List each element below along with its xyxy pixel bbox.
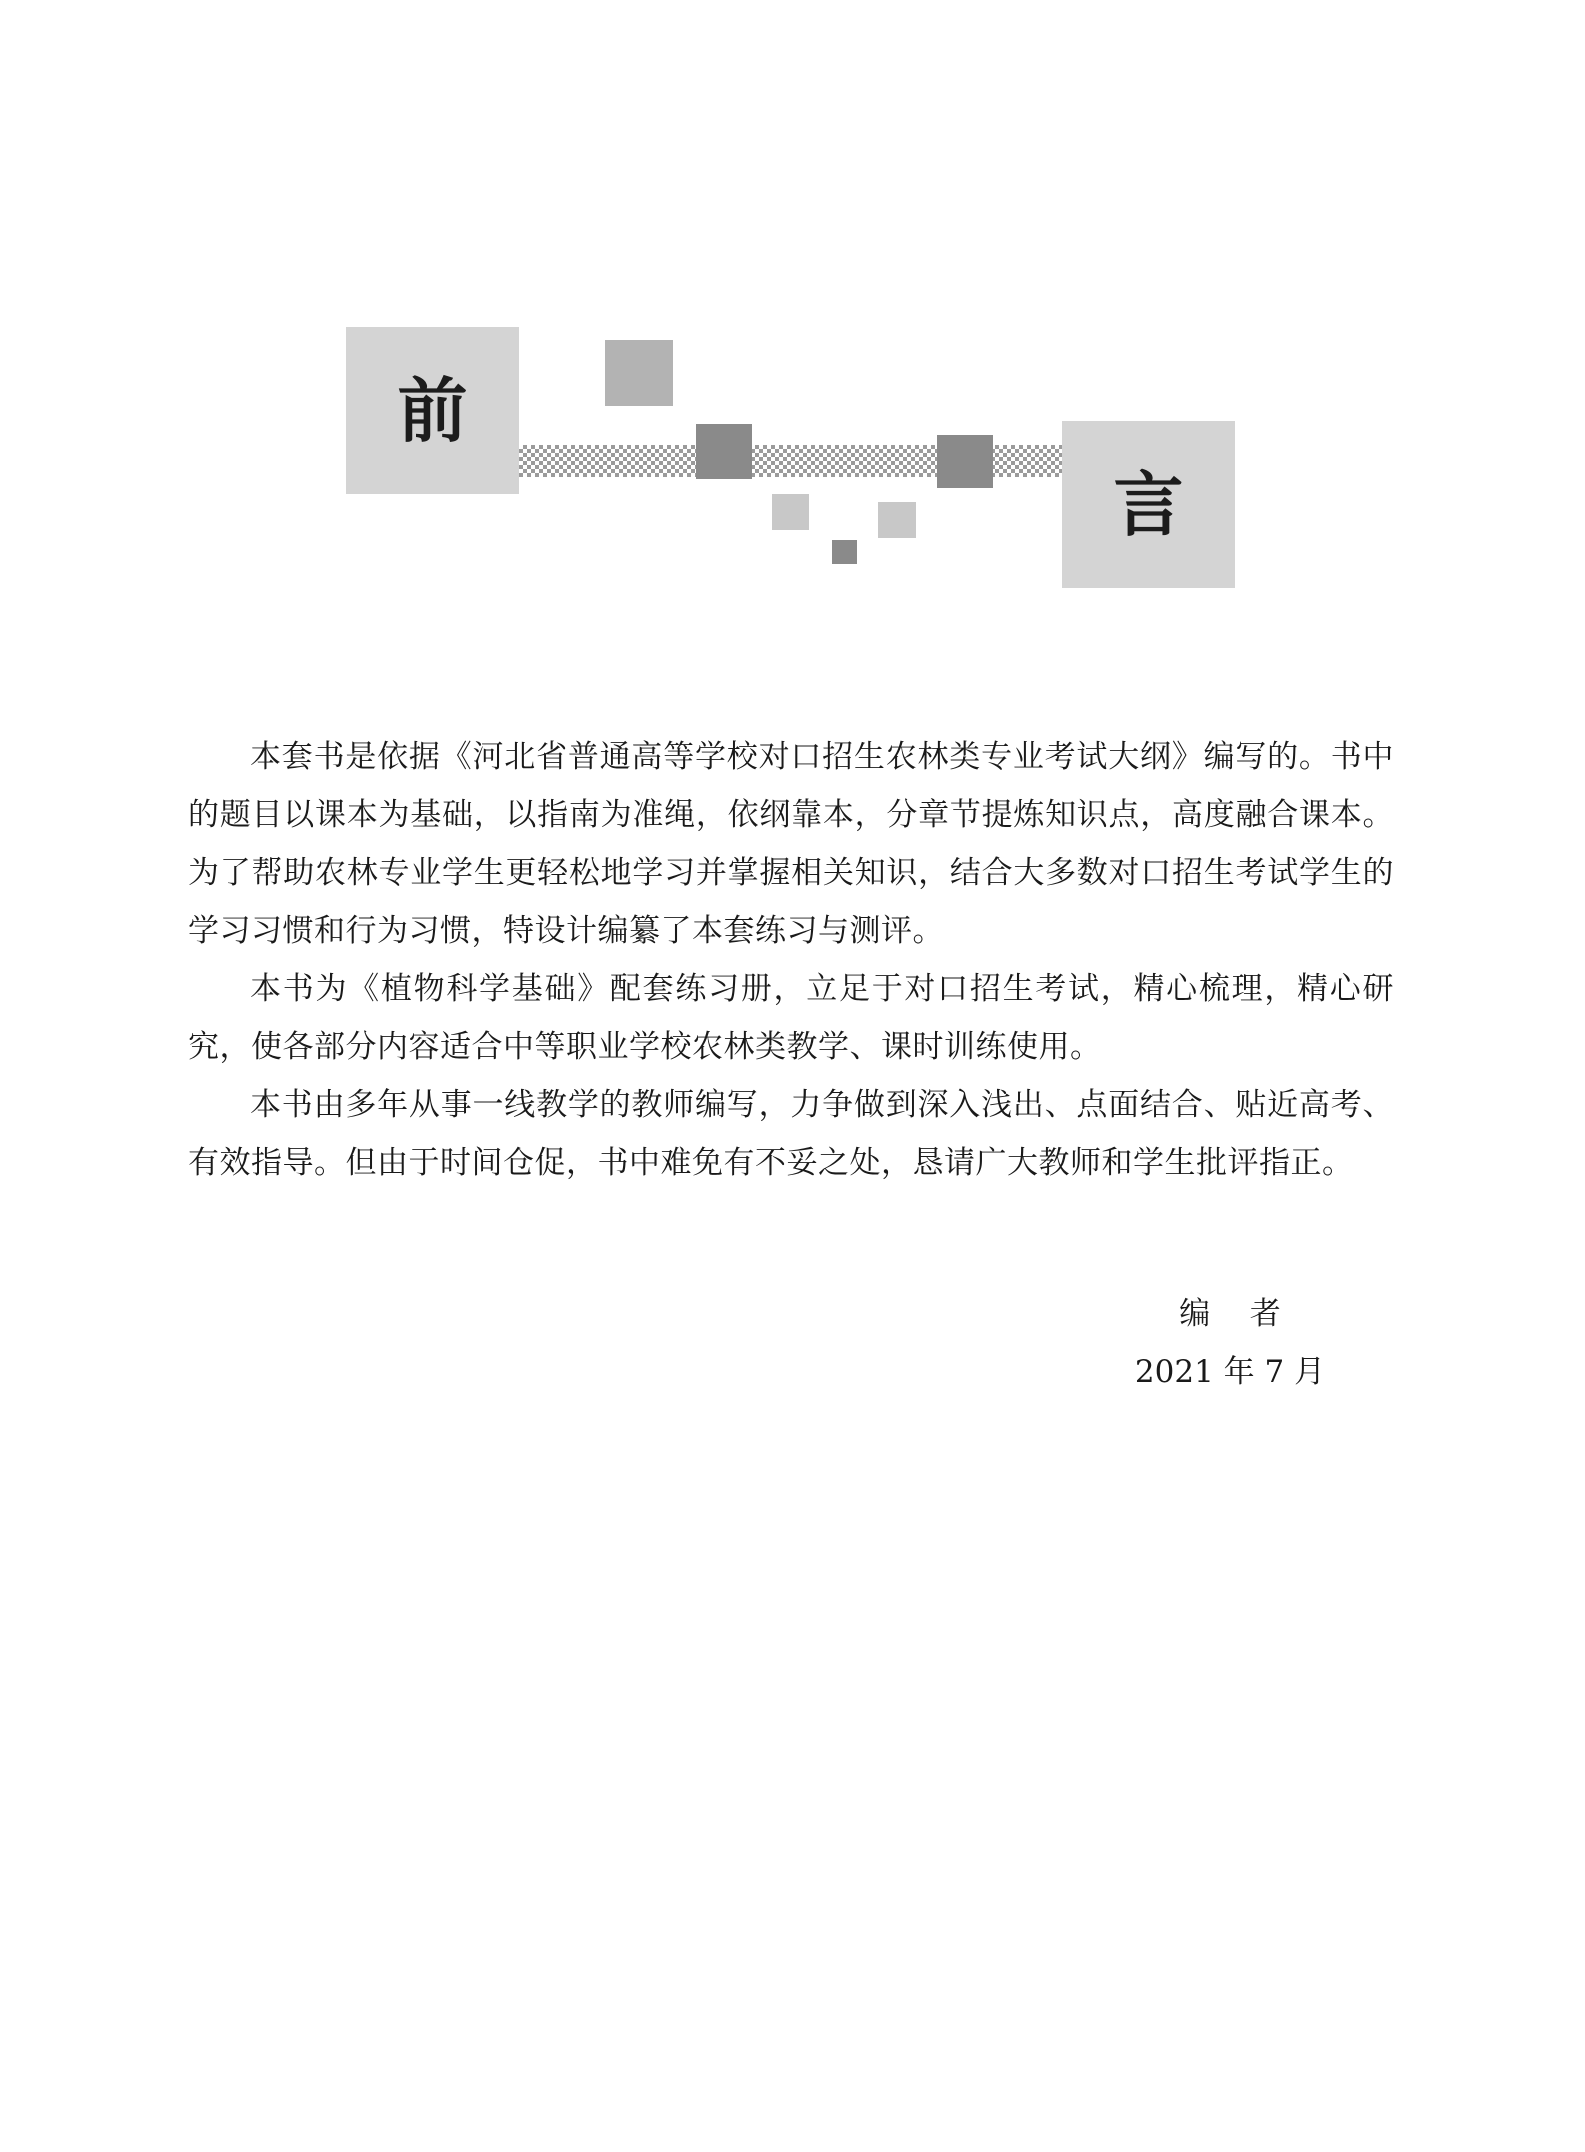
preface-paragraph-1: 本套书是依据《河北省普通高等学校对口招生农林类专业考试大纲》编写的。书中的题目以课本为基础，以指南为准绳，依纲靠本，分章节提炼知识点，高度融合课本。为了帮助农林专业学生更轻松地学习并掌握相关知识，结合大多数对口招生考试学生的学习习惯和行为习惯，特设计编纂了本套练习与测评。 xyxy=(188,739,1394,949)
preface-body xyxy=(188,728,1394,1192)
title-char-yan: 言 xyxy=(1113,463,1184,546)
title-box-right xyxy=(1062,421,1235,588)
signature-author: 编 者 xyxy=(1179,1296,1281,1332)
title-char-qian: 前 xyxy=(397,369,468,452)
preface-paragraph-3: 本书由多年从事一线教学的教师编写，力争做到深入浅出、点面结合、贴近高考、有效指导。但由于时间仓促，书中难免有不妥之处，恳请广大教师和学生批评指正。 xyxy=(188,1087,1394,1181)
signature-block xyxy=(1100,1285,1360,1401)
preface-header-decoration xyxy=(0,0,1585,620)
decor-square-top xyxy=(605,340,673,406)
decor-square-light-1 xyxy=(772,494,809,530)
decor-square-dark-1 xyxy=(696,424,752,479)
decor-square-dark-2 xyxy=(937,435,993,488)
decor-square-light-2 xyxy=(878,502,916,538)
decor-square-small xyxy=(832,540,857,564)
title-box-left xyxy=(346,327,519,494)
preface-paragraph-2: 本书为《植物科学基础》配套练习册，立足于对口招生考试，精心梳理，精心研究，使各部分内容适合中等职业学校农林类教学、课时训练使用。 xyxy=(188,971,1394,1065)
signature-date: 2021 年 7 月 xyxy=(1134,1354,1326,1390)
